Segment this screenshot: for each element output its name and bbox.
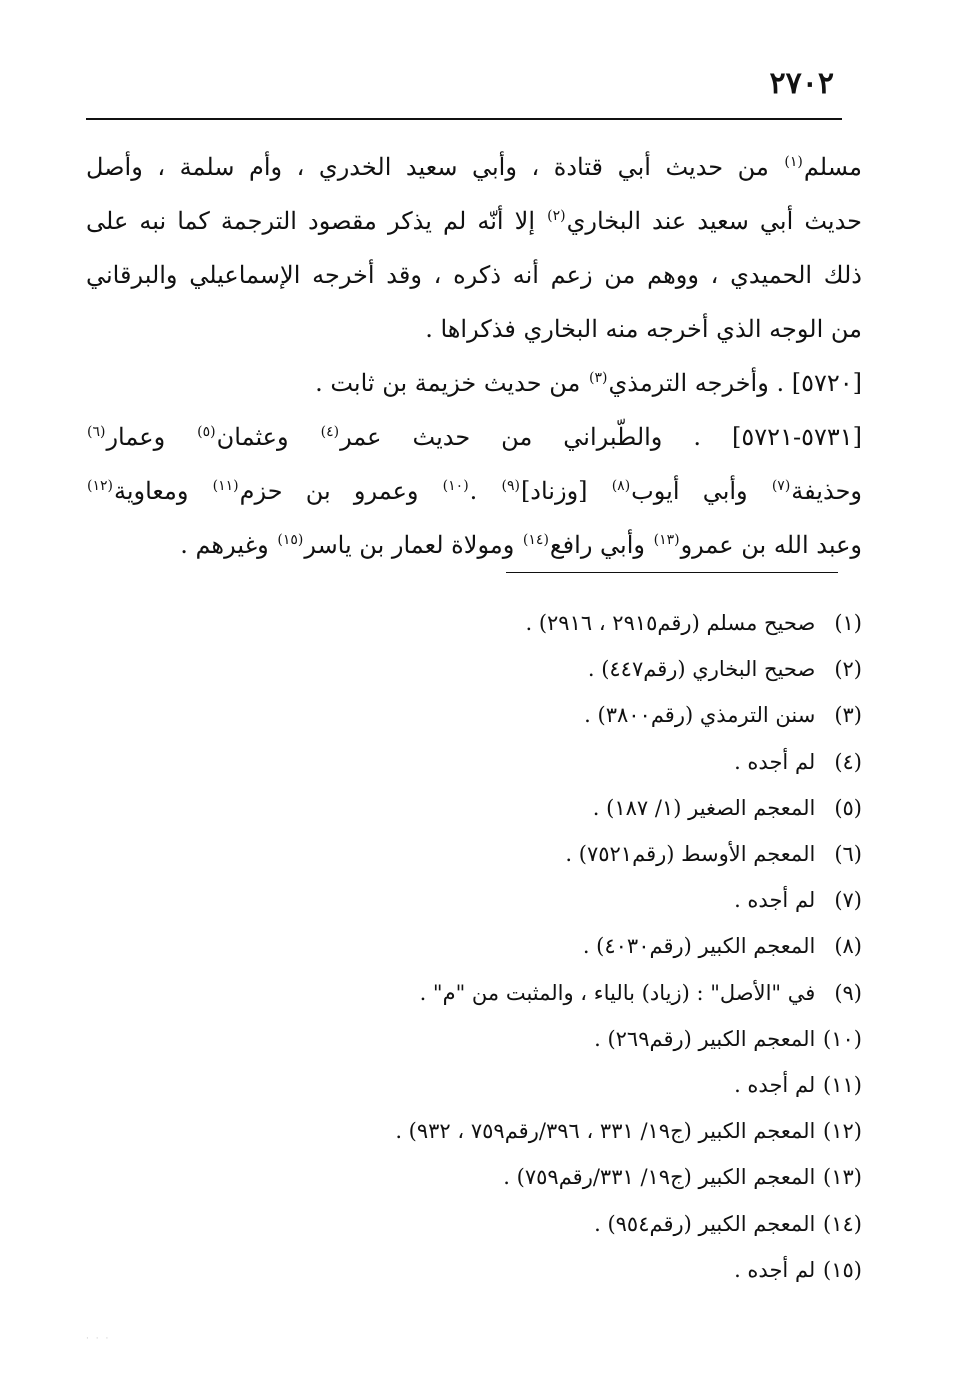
footnote-marker[interactable]: (١٤) (522, 532, 549, 548)
text-run: وعثمان (216, 423, 320, 451)
footnote-text: صحيح مسلم (رقم٢٩١٥ ، ٢٩١٦) . (525, 611, 822, 635)
footnote-number: (١٢) (823, 1119, 862, 1144)
text-run: ومعاوية (113, 477, 212, 505)
footnote-marker[interactable]: (١) (784, 154, 803, 170)
footnote-number: (٥) (834, 795, 862, 820)
footnote-marker[interactable]: (١٢) (87, 478, 113, 494)
footnote-number: (١١) (823, 1073, 862, 1098)
footnote-marker[interactable]: (٥) (197, 424, 216, 440)
footnote-number: (١٠) (823, 1026, 862, 1051)
footnote-text: لم أجده . (734, 1073, 822, 1098)
footnote-text: سنن الترمذي (رقم٣٨٠٠) . (584, 703, 822, 728)
footnote-item (82, 785, 862, 831)
footnote-marker[interactable]: (٨) (611, 478, 631, 494)
footnote-item (82, 1154, 862, 1200)
text-run: من حديث أبي قتادة ، وأبي سعيد الخدري ، وأم سلمة ، وأصل (86, 153, 784, 181)
text-line (86, 140, 862, 194)
footnote-marker[interactable]: (٣) (588, 370, 608, 386)
footnote-text: المعجم الأوسط (رقم٧٥٢١) . (565, 842, 822, 867)
text-run: [٥٧٣١-٥٧٢١] . والطّبراني من حديث عمر (340, 423, 862, 451)
text-line (86, 248, 862, 302)
footnote-separator (506, 572, 838, 573)
footnote-number: (١٥) (823, 1257, 862, 1282)
footnote-number: (١٣) (823, 1165, 862, 1190)
footnote-text: في "الأصل" : (زياد) بالياء ، والمثبت من "م" . (419, 980, 822, 1005)
footnote-item (82, 923, 862, 969)
text-run: حديث أبي سعيد عند البخاري (566, 207, 863, 235)
footnote-item (82, 1062, 862, 1108)
text-run: إلا أنّه لم يذكر مقصود الترجمة كما نبه على (86, 207, 547, 235)
footnote-marker[interactable]: (١١) (212, 478, 239, 494)
text-line (86, 518, 862, 572)
footnote-text: المعجم الكبير (ج١٩/ ٣٣١ ، ٣٩٦/رقم٧٥٩ ، ٩٣٢) . (395, 1119, 822, 1144)
footnote-marker[interactable]: (٤) (320, 424, 340, 440)
footnote-marker[interactable]: (٩) (501, 478, 520, 494)
footnote-text: صحيح البخاري (رقم٤٤٧) . (587, 657, 822, 682)
text-line (86, 194, 862, 248)
footnote-marker[interactable]: (٧) (771, 478, 791, 494)
footnote-number: (٣) (834, 703, 862, 728)
footnote-item (82, 1247, 862, 1293)
page-number: ٢٧٠٢ (769, 66, 834, 101)
text-line (86, 464, 862, 518)
footnote-text: لم أجده . (734, 888, 822, 913)
main-text (86, 140, 862, 572)
footnote-item (82, 970, 862, 1016)
footnote-item (82, 646, 862, 692)
footnote-text: المعجم الصغير (١/ ١٨٧) . (592, 795, 822, 820)
text-line (86, 356, 862, 410)
footnote-text: المعجم الكبير (رقم٢٦٩) . (594, 1026, 822, 1051)
text-run: ومولاة لعمار بن ياسر (304, 531, 522, 559)
margin-mark: · · · (86, 1334, 111, 1344)
footnote-marker[interactable]: (١٥) (277, 532, 304, 548)
text-run: وعمار (106, 423, 197, 451)
footnotes-list (82, 600, 862, 1293)
text-line (86, 302, 862, 356)
main-paragraph (86, 140, 862, 572)
header-rule (86, 118, 842, 120)
text-run: [٥٧٢٠] . وأخرجه الترمذي (608, 369, 862, 397)
footnote-number: (٧) (834, 888, 862, 913)
footnote-number: (٩) (834, 980, 862, 1005)
footnote-marker[interactable]: (١٠) (442, 478, 469, 494)
text-run: وأبي أيوب (631, 477, 771, 505)
footnote-item (82, 600, 862, 646)
text-run: ذلك الحميدي ، ووهم من زعم أنه ذكره ، وقد أخرجه الإسماعيلي والبرقاني (86, 261, 862, 289)
footnote-marker[interactable]: (٦) (87, 424, 106, 440)
footnote-text: لم أجده . (734, 749, 822, 774)
text-run: من حديث خزيمة بن ثابت . (315, 369, 588, 397)
text-run: وعبد الله بن عمرو (680, 531, 862, 559)
text-run: مسلم (803, 153, 863, 181)
footnote-item (82, 692, 862, 738)
footnote-text: المعجم الكبير (رقم٩٥٤) . (594, 1211, 822, 1236)
footnote-number: (١٤) (823, 1211, 862, 1236)
footnote-marker[interactable]: (١٣) (653, 532, 680, 548)
text-run: وعمرو بن حزم (239, 477, 442, 505)
footnote-item (82, 739, 862, 785)
text-run: وحذيفة (791, 477, 862, 505)
footnote-number: (٤) (834, 749, 862, 774)
text-line (86, 410, 862, 464)
text-run: . (469, 477, 501, 505)
footnote-item (82, 877, 862, 923)
text-run: وأبي رافع (549, 531, 653, 559)
text-run: [وزناد] (520, 477, 611, 505)
footnote-marker[interactable]: (٢) (547, 208, 566, 224)
footnote-text: المعجم الكبير (ج١٩/ ٣٣١/رقم٧٥٩) . (503, 1165, 822, 1190)
footnote-number: (١) (834, 611, 862, 635)
footnote-item (82, 1108, 862, 1154)
footnote-item (82, 1201, 862, 1247)
footnote-text: لم أجده . (734, 1257, 822, 1282)
footnote-number: (٦) (834, 842, 862, 867)
footnote-item (82, 831, 862, 877)
footnote-number: (٢) (834, 657, 862, 682)
footnote-item (82, 1016, 862, 1062)
footnote-number: (٨) (834, 934, 862, 959)
footnote-text: المعجم الكبير (رقم٤٠٣٠) . (582, 934, 822, 959)
text-run: من الوجه الذي أخرجه منه البخاري فذكراها . (425, 315, 862, 343)
text-run: وغيرهم . (180, 531, 277, 559)
